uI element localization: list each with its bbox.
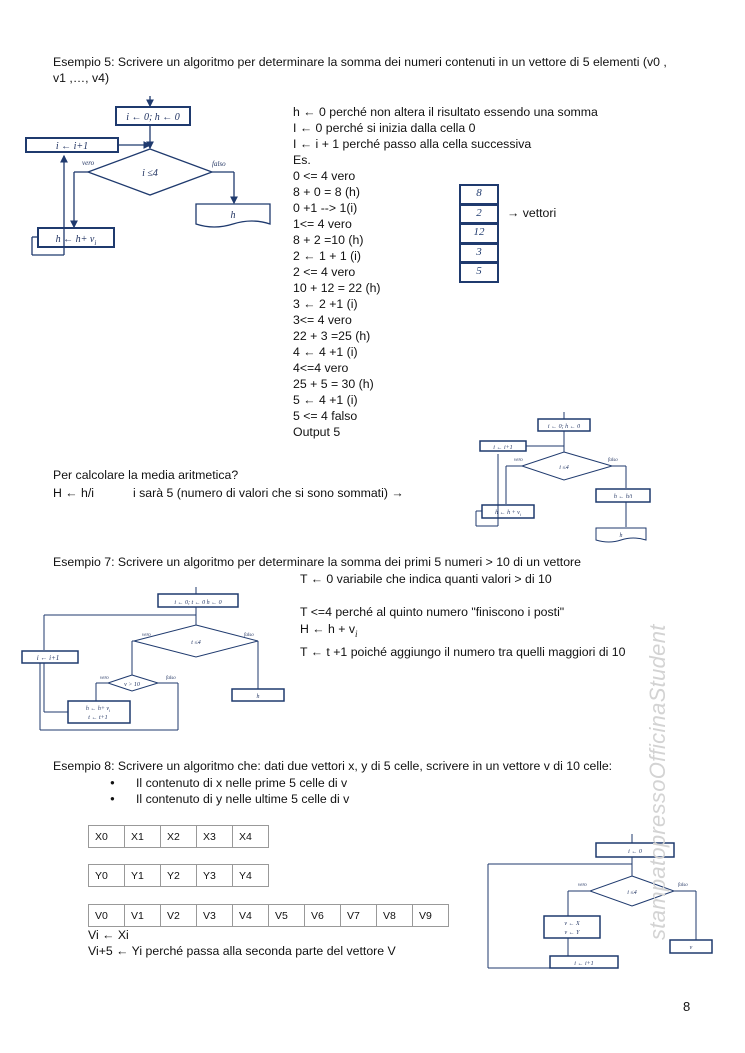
es7-line4: T ← t +1 poiché aggiungo il numero tra quelli maggiori di 10 [300,645,626,659]
es8-fc-out: v [689,945,693,951]
table-row [89,905,449,927]
es5-fc-no: falso [212,160,226,168]
es5-step: 2 ← 1 + 1 (i) [293,249,361,263]
es8-fc-yes: vero [578,883,587,888]
page-number: 8 [683,999,691,1014]
es5-step: 4 ← 4 +1 (i) [293,345,358,359]
es8-fc-incr: i ← i+1 [574,961,594,967]
es5-flowchart [24,92,284,262]
es5-step: 1<= 4 vero [293,217,352,231]
es5-fc-body: h ← $h+ v_i$ [55,234,97,247]
table-cell: V9 [413,905,449,927]
es5-step: 8 + 2 =10 (h) [293,233,364,247]
media-title: Per calcolare la media aritmetica? [53,468,239,482]
es5-step: Es. [293,153,311,167]
es5-fc-incr: i ← i+1 [55,141,89,152]
es7-fc-body2: t ← t+1 [88,715,108,721]
es7-fc-cond: t ≤4 [191,640,201,646]
es8-line1: Vi ← Xi [88,928,129,942]
es7-flowchart [18,585,293,735]
es5-step: 5 ← 4 +1 (i) [293,393,358,407]
media-line-b: i sarà 5 (numero di valori che si sono sommati) → [133,486,404,500]
table-cell: V8 [377,905,413,927]
table-cell: X3 [197,826,233,848]
es5-vector-label: → vettori [507,206,557,220]
es8-fc-body1: v ← X [564,921,580,927]
table-cell: Y2 [161,865,197,887]
es5-fc-cond: i ≤4 [142,168,158,179]
media-fc-body: h ← $h + v_i$ [495,510,521,517]
es5-step: 2 <= 4 vero [293,265,356,279]
vector-cell: 12 [459,224,499,244]
es8-bullet: ● Il contenuto di x nelle prime 5 celle di v [110,775,349,791]
es7-fc-body1: h ← $h+ v_i$ [85,706,111,713]
es5-step: 8 + 0 = 8 (h) [293,185,360,199]
es7-fc-cond2: v > 10 [124,682,140,688]
es5-step: I ← 0 perché si inizia dalla cella 0 [293,121,476,135]
vector-cell: 5 [459,263,499,283]
es5-step: 3<= 4 vero [293,313,352,327]
media-fc-incr: i ← i+1 [493,445,513,451]
media-fc-out: h [619,533,623,539]
es8-fc-init: i ← 0 [628,849,642,855]
es7-line3-text: H ← h + v [300,622,356,636]
es8-fc-cond: i ≤4 [627,890,637,896]
media-fc-init: i ← 0; h ← 0 [547,424,581,430]
es5-title-line2: v1 ,…, v4) [53,71,110,85]
table-cell: X1 [125,826,161,848]
table-cell: X2 [161,826,197,848]
table-row [89,826,269,848]
vector-cell: 3 [459,244,499,264]
es5-step: 22 + 3 =25 (h) [293,329,371,343]
table-cell: Y3 [197,865,233,887]
es7-line2: T <=4 perché al quinto numero "finiscono i posti" [300,605,565,619]
table-cell: Y1 [125,865,161,887]
table-cell: V6 [305,905,341,927]
table-cell: V0 [89,905,125,927]
es7-fc-yes: vero [142,633,151,638]
es7-fc-incr: i ← i+1 [36,654,60,662]
vector-cell: 8 [459,184,499,205]
es7-fc-yes2: vero [100,676,109,681]
es5-step: I ← i + 1 perché passo alla cella successiva [293,137,532,151]
media-fc-div: h ← h/i [613,494,633,500]
es5-step: h ← 0 perché non altera il risultato essendo una somma [293,105,598,119]
es5-steps [293,104,598,440]
es8-fc-body2: v ← Y [564,930,580,936]
es5-step: 10 + 12 = 22 (h) [293,281,381,295]
es5-fc-init: i ← 0; h ← 0 [126,112,180,123]
es5-fc-out: h [230,210,236,221]
table-cell: V2 [161,905,197,927]
table-cell: Y0 [89,865,125,887]
table-cell: X4 [233,826,269,848]
media-flowchart [470,410,670,550]
es8-title: Esempio 8: Scrivere un algoritmo che: dati due vettori x, y di 5 celle, scrivere in un vettore v di 10 celle: [53,759,613,773]
media-fc-cond: i ≤4 [559,465,569,471]
es5-step: 4<=4 vero [293,361,349,375]
es7-fc-out: h [256,694,260,700]
table-cell: Y4 [233,865,269,887]
es5-vector [459,184,499,283]
table-row [89,865,269,887]
es8-table-y [88,864,269,887]
es7-fc-no: falso [244,633,254,638]
es5-step: 25 + 5 = 30 (h) [293,377,374,391]
table-cell: V5 [269,905,305,927]
media-fc-yes: vero [514,458,523,463]
es7-line1: T ← 0 variabile che indica quanti valori > di 10 [300,572,552,586]
es7-line3-sub: i [355,629,358,639]
es7-title: Esempio 7: Scrivere un algoritmo per determinare la somma dei primi 5 numeri > 10 di un vettore [53,555,581,569]
es8-line2: Vi+5 ← Yi perché passa alla seconda parte del vettore V [88,944,396,958]
table-cell: V7 [341,905,377,927]
es8-table-x [88,825,269,848]
es8-table-v [88,904,449,927]
table-cell: V4 [233,905,269,927]
es5-step: 0 +1 --> 1(i) [293,201,358,215]
es5-step: 3 ← 2 +1 (i) [293,297,358,311]
es7-line3 [300,621,358,638]
media-fc-no: falso [608,458,618,463]
es5-step: Output 5 [293,425,341,439]
es5-title-line1: Esempio 5: Scrivere un algoritmo per determinare la somma dei numeri contenuti in un vettore di 5 elementi (v0 , [53,55,667,69]
es8-bullets [110,775,349,807]
es5-fc-yes: vero [82,159,95,167]
es8-bullet: ● Il contenuto di y nelle ultime 5 celle di v [110,791,349,807]
es8-fc-no: falso [678,883,688,888]
table-cell: V3 [197,905,233,927]
es7-fc-init: i ← 0; t ← 0 h ← 0 [174,600,222,606]
es7-fc-no2: falso [166,676,176,681]
vector-cell: 2 [459,205,499,225]
table-cell: V1 [125,905,161,927]
table-cell: X0 [89,826,125,848]
es5-step: 0 <= 4 vero [293,169,356,183]
es8-flowchart [482,832,717,972]
watermark: stampatopressoOfficinaStudent [645,624,670,940]
media-line-a: H ← h/i [53,486,94,500]
es5-step: 5 <= 4 falso [293,409,358,423]
